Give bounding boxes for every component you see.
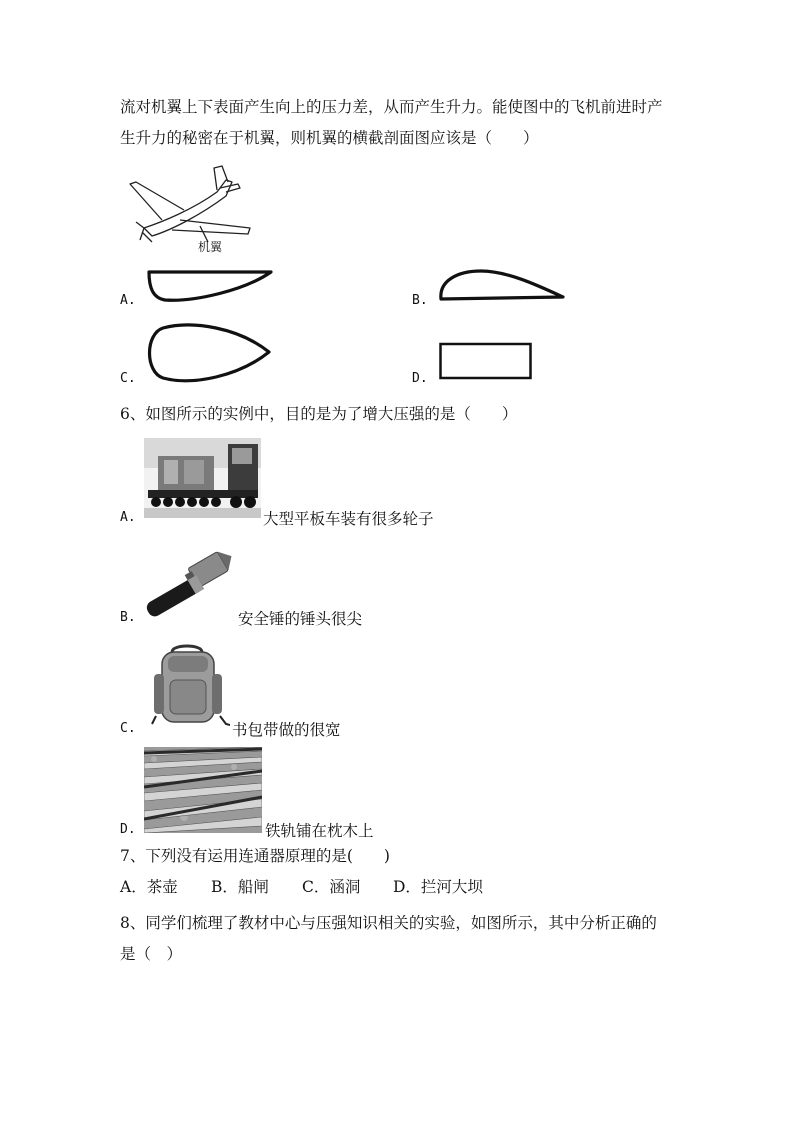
q7-stem: 7、下列没有运用连通器原理的是( ) (120, 847, 390, 865)
q5-option-a-letter: A. (120, 293, 136, 308)
q6-option-b-letter: B. (120, 610, 136, 625)
q5-option-b-letter: B. (412, 293, 428, 308)
q6-option-a-caption: 大型平板车装有很多轮子 (263, 510, 434, 528)
q5-text-line2: 生升力的秘密在于机翼，则机翼的横截剖面图应该是（ ） (120, 129, 539, 147)
q7-option-c: C．涵洞 (302, 878, 361, 896)
q6-option-d-caption: 铁轨铺在枕木上 (265, 822, 374, 840)
q5-option-a-shape (145, 268, 277, 306)
q6-option-b-caption: 安全锤的锤头很尖 (238, 610, 363, 628)
q5-option-d-shape (439, 342, 533, 380)
wing-label: 机翼 (198, 240, 223, 254)
q6-option-a-letter: A. (120, 510, 136, 525)
truck-photo (144, 438, 261, 518)
q8-text-line2: 是（ ） (120, 945, 183, 963)
q5-option-c-letter: C. (120, 371, 136, 386)
q6-option-d-letter: D. (120, 822, 136, 837)
q6-stem: 6、如图所示的实例中，目的是为了增大压强的是（ ） (120, 405, 518, 423)
q5-option-c-shape (143, 322, 275, 384)
q7-option-d: D．拦河大坝 (393, 878, 483, 896)
q7-option-b: B．船闸 (211, 878, 269, 896)
q5-option-d-letter: D. (412, 371, 428, 386)
q5-text-line1: 流对机翼上下表面产生向上的压力差，从而产生升力。能使图中的飞机前进时产 (120, 98, 663, 116)
q5-option-b-shape (437, 267, 569, 303)
q8-text-line1: 8、同学们梳理了教材中心与压强知识相关的实验，如图所示，其中分析正确的 (120, 914, 657, 932)
hammer-photo (146, 546, 236, 622)
backpack-photo (150, 644, 230, 730)
q7-option-a: A．茶壶 (120, 878, 178, 896)
q6-option-c-letter: C. (120, 721, 136, 736)
airplane-icon (122, 162, 262, 258)
railway-photo (144, 747, 262, 833)
q6-option-c-caption: 书包带做的很宽 (232, 721, 341, 739)
airplane-figure (122, 162, 262, 258)
